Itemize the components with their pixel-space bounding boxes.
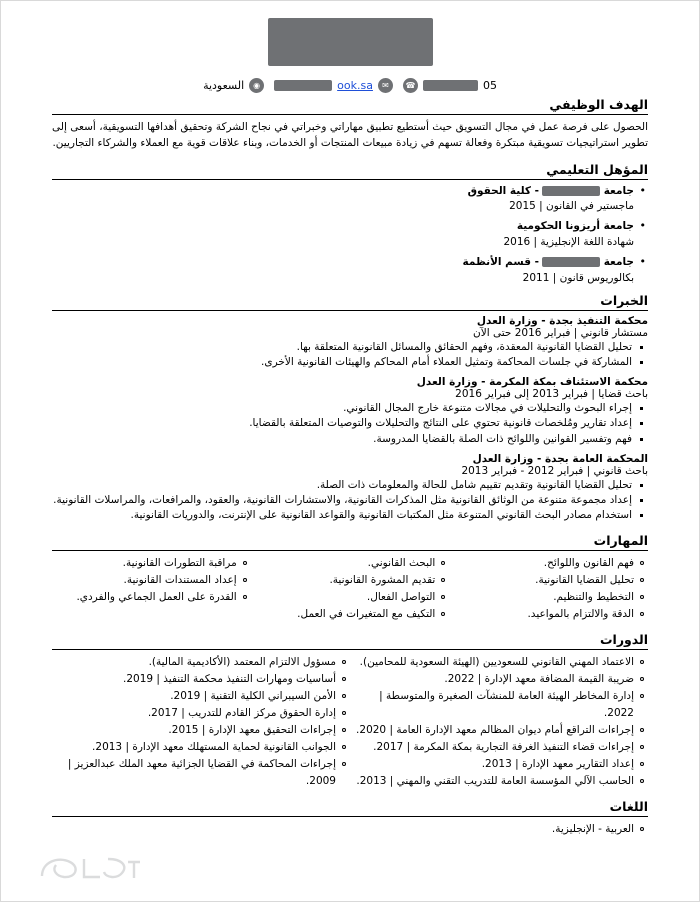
list-item: إدارة المخاطر الهيئة العامة للمنشآت الصغيرة والمتوسطة | 2022. (350, 688, 648, 722)
education-institution: جامعة (603, 184, 634, 197)
list-item (52, 184, 648, 200)
list-item: تحليل القضايا القانونية وتقديم تقييم شامل للحالة والمعلومات ذات الصلة. (52, 478, 648, 493)
skills-column (449, 555, 648, 623)
experience-role: باحث قضايا | فبراير 2013 إلى فبراير 2016 (455, 388, 648, 401)
list-item: إعداد المستندات القانونية. (52, 572, 251, 589)
education-institution: جامعة أريزونا الحكومية (516, 220, 634, 233)
list-item: إجراءات المحاكمة في القضايا الجزائية معهد الملك عبدالعزيز | 2009. (52, 756, 350, 790)
courses-column (350, 654, 648, 790)
section-title-education: المؤهل التعليمي (546, 161, 648, 177)
list-item: إجراءات قضاء التنفيذ الغرفة التجارية بمكة المكرمة | 2017. (350, 739, 648, 756)
section-title-experience: الخبرات (600, 292, 648, 308)
objective-text: الحصول على فرصة عمل في مجال التسويق حيث أستطيع تطبيق مهاراتي وخبراتي في نجاح الشركة وتحقيق أهدافها التسويقية، أسعى إلى تطوير استراتيجيات تسويقية مبتكرة وفعالة تسهم في زيادة مبيعات المنتجات أو الخدمات، وبناء علاقات قوية مع العملاء والشركاء التجاريين. (52, 121, 648, 150)
list-item: تقديم المشورة القانونية. (251, 572, 450, 589)
list-item: الدقة والالتزام بالمواعيد. (449, 606, 648, 623)
education-degree: ماجستير في القانون | 2015 (509, 200, 634, 213)
list-item: إعداد التقارير معهد الإدارة | 2013. (350, 756, 648, 773)
section-title-courses: الدورات (599, 631, 648, 647)
phone-number: 05 (482, 79, 497, 92)
list-item: إجراء البحوث والتحليلات في مجالات متنوعة خارج المجال القانوني. (52, 401, 648, 416)
list-item: البحث القانوني. (251, 555, 450, 572)
location-icon: ◉ (249, 78, 264, 93)
languages-grid (52, 821, 648, 838)
list-item: التكيف مع المتغيرات في العمل. (251, 606, 450, 623)
education-degree: شهادة اللغة الإنجليزية | 2016 (503, 236, 634, 249)
courses-grid (52, 654, 648, 790)
courses-column (52, 654, 350, 790)
contact-location (203, 78, 264, 93)
list-item: إدارة الحقوق مركز القادم للتدريب | 2017. (52, 705, 350, 722)
education-list (52, 255, 648, 271)
skills-column (52, 555, 251, 623)
section-education (52, 162, 648, 284)
list-item: إعداد مجموعة متنوعة من الوثائق القانونية مثل المذكرات القانونية، والاستشارات القانونية، والعقود، والمرافعات، والمراسلات القانونية. (52, 493, 648, 508)
education-institution: جامعة (603, 256, 634, 269)
location-text: السعودية (203, 79, 245, 92)
skills-grid (52, 555, 648, 623)
section-title-languages: اللغات (609, 798, 648, 814)
list-item: الحاسب الآلي المؤسسة العامة للتدريب التقني والمهني | 2013. (350, 773, 648, 790)
list-item: تحليل القضايا القانونية. (449, 572, 648, 589)
phone-icon: ☎ (403, 78, 418, 93)
experience-org: المحكمة العامة بجدة - وزارة العدل (472, 452, 648, 465)
divider-experience (52, 310, 648, 311)
experience-bullets (52, 478, 648, 524)
languages-column (350, 821, 648, 838)
section-title-objective: الهدف الوظيفي (549, 97, 648, 112)
list-item: إجراءات التحقيق معهد الإدارة | 2015. (52, 722, 350, 739)
section-title-skills: المهارات (593, 532, 648, 548)
profile-photo-redacted (268, 18, 433, 66)
email-icon: ✉ (378, 78, 393, 93)
section-skills (52, 533, 648, 623)
section-courses (52, 632, 648, 790)
education-list (52, 219, 648, 235)
list-item: العربية - الإنجليزية. (350, 821, 648, 838)
experience-item (52, 376, 648, 447)
experience-item (52, 453, 648, 524)
contact-email[interactable] (274, 78, 393, 93)
divider-skills (52, 550, 648, 551)
experience-org: محكمة الاستئناف بمكة المكرمة - وزارة العدل (416, 376, 648, 389)
resume-body (0, 97, 700, 838)
list-item: مسؤول الالتزام المعتمد (الأكاديمية المالية). (52, 654, 350, 671)
divider-objective (52, 114, 648, 115)
list-item: أساسيات ومهارات التنفيذ محكمة التنفيذ | 2019. (52, 671, 350, 688)
education-redaction (542, 257, 600, 267)
list-item: استخدام مصادر البحث القانوني المتنوعة مثل المكتبات القانونية والقواعد القانونية على الإنترنت، والدوريات القانونية. (52, 508, 648, 523)
list-item: فهم القانون واللوائح. (449, 555, 648, 572)
experience-item (52, 315, 648, 370)
education-department: - كلية الحقوق (467, 184, 539, 197)
list-item: تحليل القضايا القانونية المعقدة، وفهم الحقائق والمسائل القانونية المتعلقة بها. (52, 340, 648, 355)
site-watermark (36, 850, 146, 884)
list-item: المشاركة في جلسات المحاكمة وتمثيل العملاء أمام المحاكم والهيئات القانونية الأخرى. (52, 355, 648, 370)
list-item: التخطيط والتنظيم. (449, 589, 648, 606)
experience-bullets (52, 340, 648, 370)
list-item: الأمن السيبراني الكلية التقنية | 2019. (52, 688, 350, 705)
list-item: الاعتماد المهني القانوني للسعوديين (الهيئة السعودية للمحامين). (350, 654, 648, 671)
list-item (52, 255, 648, 271)
list-item: ضريبة القيمة المضافة معهد الإدارة | 2022. (350, 671, 648, 688)
phone-redaction (423, 80, 478, 91)
list-item: فهم وتفسير القوانين واللوائح ذات الصلة بالقضايا المدروسة. (52, 432, 648, 447)
list-item: إعداد تقارير ومُلخصات قانونية تحتوي على النتائج والتحليلات والتوصيات المتعلقة بالقضايا. (52, 416, 648, 431)
experience-role: مستشار قانوني | فبراير 2016 حتى الآن (473, 326, 648, 339)
list-item (52, 219, 648, 235)
email-address: ook.sa (337, 79, 373, 92)
divider-languages (52, 816, 648, 817)
contact-row (52, 78, 648, 93)
section-experience (52, 293, 648, 524)
divider-education (52, 179, 648, 180)
list-item: مراقبة التطورات القانونية. (52, 555, 251, 572)
list-item: إجراءات التراقع أمام ديوان المظالم معهد الإدارة العامة | 2020. (350, 722, 648, 739)
experience-bullets (52, 401, 648, 447)
education-redaction (542, 186, 600, 196)
section-objective (52, 97, 648, 152)
list-item: التواصل الفعال. (251, 589, 450, 606)
divider-courses (52, 649, 648, 650)
list-item: الجوانب القانونية لحماية المستهلك معهد الإدارة | 2013. (52, 739, 350, 756)
section-languages (52, 799, 648, 838)
education-list (52, 184, 648, 200)
education-department: - قسم الأنظمة (462, 256, 539, 269)
languages-column-empty (52, 821, 350, 838)
contact-phone[interactable] (403, 78, 497, 93)
education-degree: بكالوريوس قانون | 2011 (522, 271, 634, 284)
experience-org: محكمة التنفيذ بجدة - وزارة العدل (476, 314, 648, 327)
skills-column (251, 555, 450, 623)
experience-role: باحث قانوني | فبراير 2012 - فبراير 2013 (461, 464, 648, 477)
list-item: القدرة على العمل الجماعي والفردي. (52, 589, 251, 606)
resume-header (0, 0, 700, 93)
email-redaction (274, 80, 332, 91)
